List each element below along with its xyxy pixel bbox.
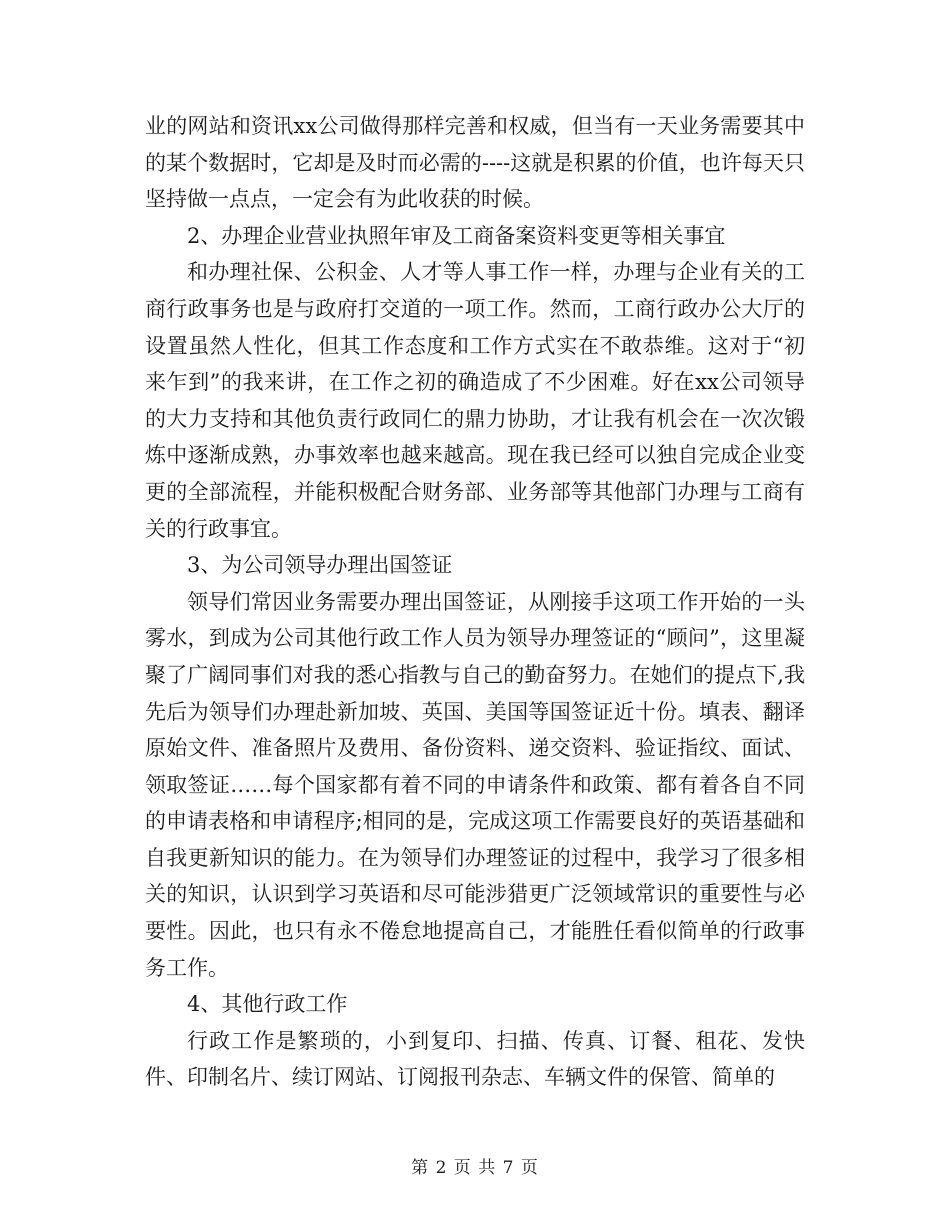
section-heading-4: 4、其他行政工作 — [187, 992, 348, 1017]
paragraph-business-license: 和办理社保、公积金、人才等人事工作一样，办理与企业有关的工商行政事务也是与政府打交道的一项工作。然而，工商行政办公大厅的设置虽然人性化，但其工作态度和工作方式实在不敢恭维。这对于“初来乍到”的我来讲，在工作之初的确造成了不少困难。好在xx公司领导的大力支持和其他负责行政同仁的鼎力协助，才让我有机会在一次次锻炼中逐渐成熟，办事效率也越来越高。现在我已经可以独自完成企业变更的全部流程，并能积极配合财务部、业务部等其他部门办理与工商有关的行政事宜。 — [145, 260, 805, 541]
paragraph-other-admin: 行政工作是繁琐的，小到复印、扫描、传真、订餐、租花、发快件、印制名片、续订网站、订阅报刊杂志、车辆文件的保管、简单的 — [145, 1028, 805, 1090]
document-body — [145, 108, 805, 1096]
paragraph-visa: 领导们常因业务需要办理出国签证，从刚接手这项工作开始的一头雾水，到成为公司其他行政工作人员为领导办理签证的“顾问”，这里凝聚了广阔同事们对我的悉心指教与自己的勤奋努力。在她们的提点下,我先后为领导们办理赴新加坡、英国、美国等国签证近十份。填表、翻译原始文件、准备照片及费用、备份资料、递交资料、验证指纹、面试、领取签证……每个国家都有着不同的申请条件和政策、都有着各自不同的申请表格和申请程序;相同的是，完成这项工作需要良好的英语基础和自我更新知识的能力。在为领导们办理签证的过程中，我学习了很多相关的知识，认识到学习英语和尽可能涉猎更广泛领域常识的重要性与必要性。因此，也只有永不倦怠地提高自己，才能胜任看似简单的行政事务工作。 — [145, 589, 805, 980]
paragraph-continuation: 业的网站和资讯xx公司做得那样完善和权威，但当有一天业务需要其中的某个数据时，它却是及时而必需的----这就是积累的价值，也许每天只坚持做一点点，一定会有为此收获的时候。 — [145, 114, 805, 212]
section-heading-2: 2、办理企业营业执照年审及工商备案资料变更等相关事宜 — [187, 223, 726, 248]
page-number-footer: 第 2 页 共 7 页 — [411, 1158, 539, 1178]
section-heading-3: 3、为公司领导办理出国签证 — [187, 553, 453, 578]
